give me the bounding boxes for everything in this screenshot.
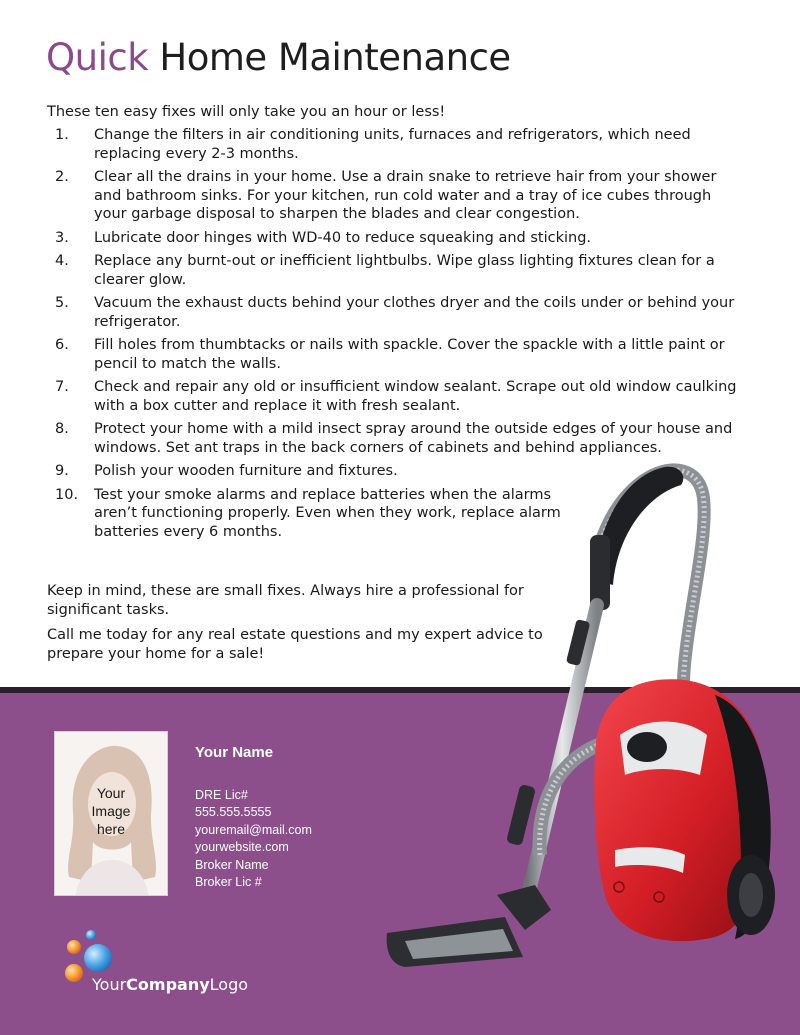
agent-contact-block (195, 744, 312, 891)
list-item-number: 8. (55, 421, 69, 437)
list-item (47, 378, 747, 415)
list-item-text: Test your smoke alarms and replace batteries when the alarms aren’t functioning properly. Even when they work, replace alarm batteries every 6 months. (94, 486, 561, 540)
photo-text-line: Image (91, 803, 131, 819)
company-logo-text (92, 975, 248, 994)
list-item-number: 5. (55, 295, 69, 311)
agent-email[interactable]: youremail@mail.com (195, 822, 312, 837)
closing-call-to-action: Call me today for any real estate questions and my expert advice to prepare your home for a sale! (47, 627, 543, 662)
title-rest: Home Maintenance (159, 36, 511, 79)
logo-prefix: Your (92, 975, 127, 994)
logo-suffix: Logo (209, 975, 249, 994)
agent-photo-placeholder (54, 731, 168, 896)
agent-name: Your Name (195, 744, 274, 761)
list-item-number: 10. (55, 486, 79, 503)
list-item (47, 294, 747, 331)
vacuum-cleaner-image (385, 455, 785, 995)
broker-license: Broker Lic # (195, 875, 262, 890)
title-accent: Quick (46, 36, 149, 79)
page-title (46, 36, 511, 79)
list-item-number: 9. (55, 463, 69, 479)
list-item (47, 252, 747, 289)
list-item-text: Polish your wooden furniture and fixtures. (94, 463, 398, 479)
photo-placeholder-text (55, 784, 167, 838)
list-item (47, 126, 747, 163)
list-item-number: 2. (55, 169, 69, 185)
list-item-text: Change the filters in air conditioning units, furnaces and refrigerators, which need replacing every 2-3 months. (94, 127, 691, 162)
logo-bold: Company (126, 975, 210, 994)
intro-text: These ten easy fixes will only take you an hour or less! (47, 104, 446, 120)
list-item (47, 420, 747, 457)
list-item (47, 229, 747, 248)
closing-note: Keep in mind, these are small fixes. Always hire a professional for significant tasks. (47, 583, 524, 618)
list-item-text: Clear all the drains in your home. Use a drain snake to retrieve hair from your shower and bathroom sinks. For your kitchen, run cold water and a tray of ice cubes through your garbage disposal to sharpen the blades and clear congestion. (94, 169, 717, 222)
list-item-number: 1. (55, 127, 69, 143)
list-item (47, 336, 747, 373)
list-item-number: 4. (55, 253, 69, 269)
broker-name: Broker Name (195, 857, 269, 872)
list-item-text: Replace any burnt-out or inefficient lightbulbs. Wipe glass lighting fixtures clean for a clearer glow. (94, 253, 715, 288)
photo-text-line: Your (96, 785, 126, 801)
agent-website[interactable]: yourwebsite.com (195, 840, 289, 855)
list-item (47, 168, 747, 224)
photo-text-line: here (96, 821, 126, 837)
list-item-text: Fill holes from thumbtacks or nails with spackle. Cover the spackle with a little paint or pencil to match the walls. (94, 337, 725, 372)
list-item-number: 7. (55, 379, 69, 395)
agent-license: DRE Lic# (195, 788, 248, 802)
list-item-text: Lubricate door hinges with WD-40 to reduce squeaking and sticking. (94, 229, 592, 246)
list-item-number: 3. (55, 229, 69, 246)
list-item-text: Protect your home with a mild insect spray around the outside edges of your house and windows. Set ant traps in the back corners of cabinets and behind appliances. (94, 421, 733, 456)
agent-phone[interactable]: 555.555.5555 (195, 805, 272, 820)
list-item-text: Vacuum the exhaust ducts behind your clothes dryer and the coils under or behind your refrigerator. (94, 295, 735, 330)
list-item-number: 6. (55, 337, 69, 353)
list-item-text: Check and repair any old or insufficient window sealant. Scrape out old window caulking with a box cutter and replace it with fresh sealant. (94, 379, 737, 414)
